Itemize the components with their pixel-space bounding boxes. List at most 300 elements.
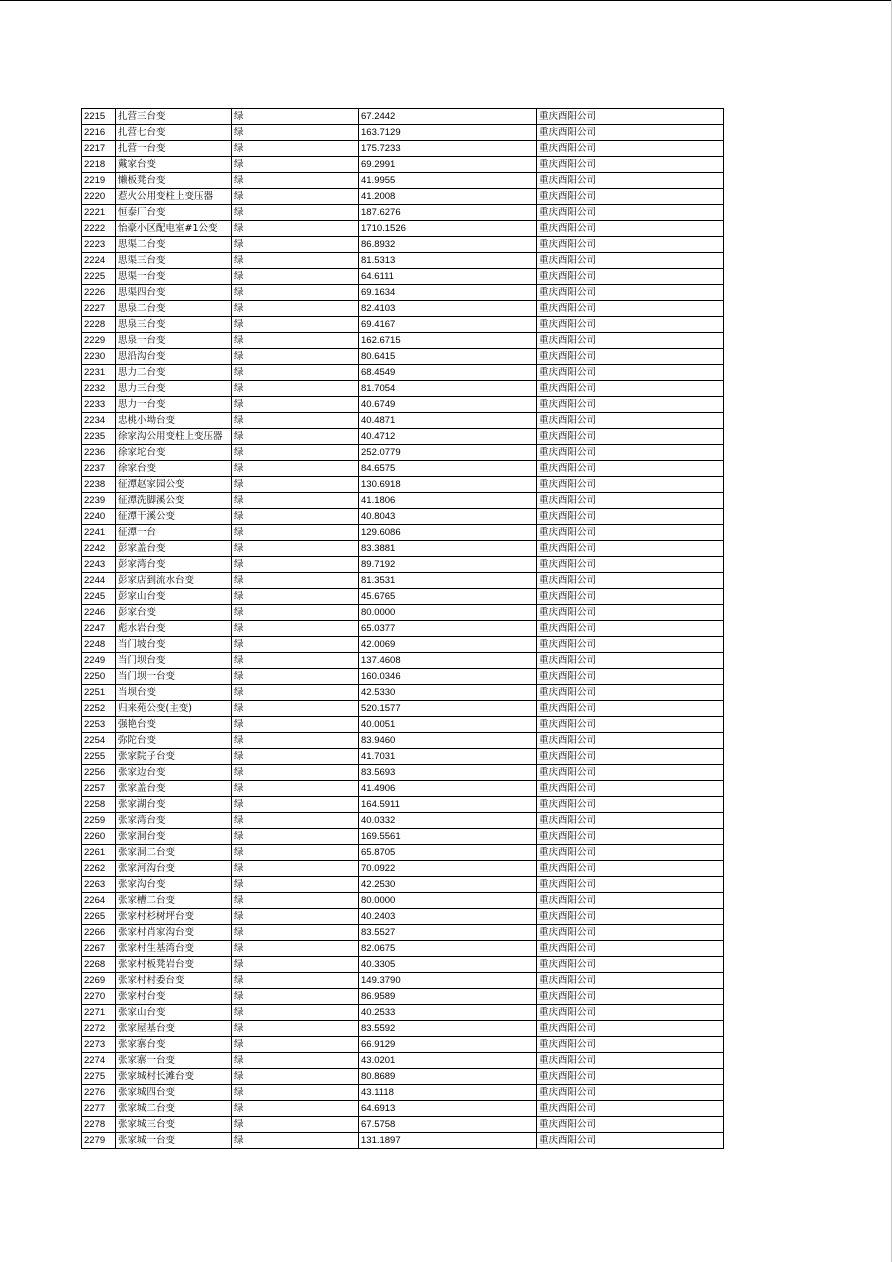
row-number-cell: 2267 bbox=[82, 941, 116, 957]
status-color-cell: 绿 bbox=[232, 1101, 359, 1117]
value-cell: 163.7129 bbox=[359, 125, 537, 141]
status-color-cell: 绿 bbox=[232, 509, 359, 525]
status-color-cell: 绿 bbox=[232, 989, 359, 1005]
company-cell: 重庆酉阳公司 bbox=[537, 285, 724, 301]
table-row bbox=[82, 141, 724, 157]
transformer-name-cell: 恒泰厂台变 bbox=[116, 205, 232, 221]
transformer-name-cell: 当门坡台变 bbox=[116, 637, 232, 653]
value-cell: 130.6918 bbox=[359, 477, 537, 493]
row-number-cell: 2255 bbox=[82, 749, 116, 765]
transformer-name-cell: 张家村台变 bbox=[116, 989, 232, 1005]
company-cell: 重庆酉阳公司 bbox=[537, 125, 724, 141]
row-number-cell: 2235 bbox=[82, 429, 116, 445]
row-number-cell: 2236 bbox=[82, 445, 116, 461]
company-cell: 重庆酉阳公司 bbox=[537, 957, 724, 973]
company-cell: 重庆酉阳公司 bbox=[537, 237, 724, 253]
value-cell: 80.8689 bbox=[359, 1069, 537, 1085]
row-number-cell: 2252 bbox=[82, 701, 116, 717]
table-row bbox=[82, 861, 724, 877]
transformer-name-cell: 徐家沟公用变柱上变压器 bbox=[116, 429, 232, 445]
table-row bbox=[82, 909, 724, 925]
company-cell: 重庆酉阳公司 bbox=[537, 989, 724, 1005]
transformer-name-cell: 扎营一台变 bbox=[116, 141, 232, 157]
status-color-cell: 绿 bbox=[232, 637, 359, 653]
company-cell: 重庆酉阳公司 bbox=[537, 925, 724, 941]
transformer-name-cell: 张家屋基台变 bbox=[116, 1021, 232, 1037]
value-cell: 84.6575 bbox=[359, 461, 537, 477]
value-cell: 43.0201 bbox=[359, 1053, 537, 1069]
company-cell: 重庆酉阳公司 bbox=[537, 941, 724, 957]
company-cell: 重庆酉阳公司 bbox=[537, 781, 724, 797]
table-row bbox=[82, 653, 724, 669]
table-row bbox=[82, 1069, 724, 1085]
value-cell: 68.4549 bbox=[359, 365, 537, 381]
row-number-cell: 2261 bbox=[82, 845, 116, 861]
table-row bbox=[82, 765, 724, 781]
table-row bbox=[82, 621, 724, 637]
row-number-cell: 2239 bbox=[82, 493, 116, 509]
company-cell: 重庆酉阳公司 bbox=[537, 845, 724, 861]
table-row bbox=[82, 173, 724, 189]
table-row bbox=[82, 237, 724, 253]
company-cell: 重庆酉阳公司 bbox=[537, 397, 724, 413]
table-row bbox=[82, 1117, 724, 1133]
company-cell: 重庆酉阳公司 bbox=[537, 253, 724, 269]
table-row bbox=[82, 445, 724, 461]
value-cell: 40.6749 bbox=[359, 397, 537, 413]
transformer-name-cell: 张家寨台变 bbox=[116, 1037, 232, 1053]
company-cell: 重庆酉阳公司 bbox=[537, 893, 724, 909]
company-cell: 重庆酉阳公司 bbox=[537, 797, 724, 813]
status-color-cell: 绿 bbox=[232, 301, 359, 317]
company-cell: 重庆酉阳公司 bbox=[537, 765, 724, 781]
status-color-cell: 绿 bbox=[232, 205, 359, 221]
row-number-cell: 2260 bbox=[82, 829, 116, 845]
status-color-cell: 绿 bbox=[232, 285, 359, 301]
row-number-cell: 2230 bbox=[82, 349, 116, 365]
transformer-name-cell: 张家城村长滩台变 bbox=[116, 1069, 232, 1085]
company-cell: 重庆酉阳公司 bbox=[537, 557, 724, 573]
transformer-name-cell: 思渠一台变 bbox=[116, 269, 232, 285]
status-color-cell: 绿 bbox=[232, 429, 359, 445]
status-color-cell: 绿 bbox=[232, 717, 359, 733]
row-number-cell: 2220 bbox=[82, 189, 116, 205]
status-color-cell: 绿 bbox=[232, 557, 359, 573]
value-cell: 43.1118 bbox=[359, 1085, 537, 1101]
transformer-name-cell: 彭家盖台变 bbox=[116, 541, 232, 557]
value-cell: 40.2403 bbox=[359, 909, 537, 925]
value-cell: 40.3305 bbox=[359, 957, 537, 973]
row-number-cell: 2250 bbox=[82, 669, 116, 685]
table-row bbox=[82, 429, 724, 445]
transformer-name-cell: 彭家山台变 bbox=[116, 589, 232, 605]
status-color-cell: 绿 bbox=[232, 413, 359, 429]
status-color-cell: 绿 bbox=[232, 925, 359, 941]
row-number-cell: 2270 bbox=[82, 989, 116, 1005]
row-number-cell: 2233 bbox=[82, 397, 116, 413]
transformer-name-cell: 征潭干溪公变 bbox=[116, 509, 232, 525]
company-cell: 重庆酉阳公司 bbox=[537, 157, 724, 173]
row-number-cell: 2273 bbox=[82, 1037, 116, 1053]
row-number-cell: 2272 bbox=[82, 1021, 116, 1037]
table-row bbox=[82, 301, 724, 317]
value-cell: 82.0675 bbox=[359, 941, 537, 957]
row-number-cell: 2232 bbox=[82, 381, 116, 397]
status-color-cell: 绿 bbox=[232, 973, 359, 989]
transformer-name-cell: 张家村板凳岩台变 bbox=[116, 957, 232, 973]
row-number-cell: 2223 bbox=[82, 237, 116, 253]
value-cell: 131.1897 bbox=[359, 1133, 537, 1149]
row-number-cell: 2238 bbox=[82, 477, 116, 493]
value-cell: 80.6415 bbox=[359, 349, 537, 365]
status-color-cell: 绿 bbox=[232, 701, 359, 717]
transformer-name-cell: 思力一台变 bbox=[116, 397, 232, 413]
company-cell: 重庆酉阳公司 bbox=[537, 109, 724, 125]
status-color-cell: 绿 bbox=[232, 765, 359, 781]
status-color-cell: 绿 bbox=[232, 125, 359, 141]
value-cell: 169.5561 bbox=[359, 829, 537, 845]
table-row bbox=[82, 157, 724, 173]
row-number-cell: 2269 bbox=[82, 973, 116, 989]
value-cell: 82.4103 bbox=[359, 301, 537, 317]
table-row bbox=[82, 317, 724, 333]
value-cell: 162.6715 bbox=[359, 333, 537, 349]
transformer-name-cell: 征潭赵家园公变 bbox=[116, 477, 232, 493]
company-cell: 重庆酉阳公司 bbox=[537, 1021, 724, 1037]
status-color-cell: 绿 bbox=[232, 221, 359, 237]
value-cell: 45.6765 bbox=[359, 589, 537, 605]
status-color-cell: 绿 bbox=[232, 813, 359, 829]
row-number-cell: 2219 bbox=[82, 173, 116, 189]
transformer-name-cell: 张家城三台变 bbox=[116, 1117, 232, 1133]
table-body bbox=[82, 109, 724, 1149]
status-color-cell: 绿 bbox=[232, 253, 359, 269]
value-cell: 81.3531 bbox=[359, 573, 537, 589]
value-cell: 69.1634 bbox=[359, 285, 537, 301]
table-row bbox=[82, 493, 724, 509]
transformer-name-cell: 戴家台变 bbox=[116, 157, 232, 173]
status-color-cell: 绿 bbox=[232, 941, 359, 957]
value-cell: 41.4906 bbox=[359, 781, 537, 797]
transformer-name-cell: 张家村村委台变 bbox=[116, 973, 232, 989]
table-row bbox=[82, 381, 724, 397]
company-cell: 重庆酉阳公司 bbox=[537, 973, 724, 989]
transformer-name-cell: 张家山台变 bbox=[116, 1005, 232, 1021]
value-cell: 81.7054 bbox=[359, 381, 537, 397]
status-color-cell: 绿 bbox=[232, 157, 359, 173]
row-number-cell: 2253 bbox=[82, 717, 116, 733]
company-cell: 重庆酉阳公司 bbox=[537, 381, 724, 397]
table-row bbox=[82, 541, 724, 557]
company-cell: 重庆酉阳公司 bbox=[537, 205, 724, 221]
company-cell: 重庆酉阳公司 bbox=[537, 541, 724, 557]
row-number-cell: 2234 bbox=[82, 413, 116, 429]
company-cell: 重庆酉阳公司 bbox=[537, 141, 724, 157]
value-cell: 129.6086 bbox=[359, 525, 537, 541]
company-cell: 重庆酉阳公司 bbox=[537, 573, 724, 589]
status-color-cell: 绿 bbox=[232, 733, 359, 749]
table-row bbox=[82, 989, 724, 1005]
value-cell: 40.4712 bbox=[359, 429, 537, 445]
company-cell: 重庆酉阳公司 bbox=[537, 669, 724, 685]
value-cell: 83.5527 bbox=[359, 925, 537, 941]
company-cell: 重庆酉阳公司 bbox=[537, 525, 724, 541]
transformer-name-cell: 当门坝一台变 bbox=[116, 669, 232, 685]
transformer-name-cell: 张家院子台变 bbox=[116, 749, 232, 765]
transformer-name-cell: 思泉二台变 bbox=[116, 301, 232, 317]
transformer-name-cell: 思渠三台变 bbox=[116, 253, 232, 269]
table-row bbox=[82, 973, 724, 989]
value-cell: 80.0000 bbox=[359, 605, 537, 621]
table-row bbox=[82, 1021, 724, 1037]
company-cell: 重庆酉阳公司 bbox=[537, 1101, 724, 1117]
transformer-name-cell: 张家河沟台变 bbox=[116, 861, 232, 877]
row-number-cell: 2215 bbox=[82, 109, 116, 125]
row-number-cell: 2227 bbox=[82, 301, 116, 317]
row-number-cell: 2248 bbox=[82, 637, 116, 653]
row-number-cell: 2259 bbox=[82, 813, 116, 829]
company-cell: 重庆酉阳公司 bbox=[537, 429, 724, 445]
table-row bbox=[82, 253, 724, 269]
company-cell: 重庆酉阳公司 bbox=[537, 1133, 724, 1149]
table-row bbox=[82, 125, 724, 141]
row-number-cell: 2276 bbox=[82, 1085, 116, 1101]
table-row bbox=[82, 205, 724, 221]
table-row bbox=[82, 685, 724, 701]
row-number-cell: 2224 bbox=[82, 253, 116, 269]
company-cell: 重庆酉阳公司 bbox=[537, 749, 724, 765]
transformer-name-cell: 张家寨一台变 bbox=[116, 1053, 232, 1069]
transformer-name-cell: 思力二台变 bbox=[116, 365, 232, 381]
company-cell: 重庆酉阳公司 bbox=[537, 413, 724, 429]
row-number-cell: 2271 bbox=[82, 1005, 116, 1021]
row-number-cell: 2254 bbox=[82, 733, 116, 749]
company-cell: 重庆酉阳公司 bbox=[537, 461, 724, 477]
transformer-name-cell: 张家村生基湾台变 bbox=[116, 941, 232, 957]
value-cell: 40.8043 bbox=[359, 509, 537, 525]
row-number-cell: 2263 bbox=[82, 877, 116, 893]
status-color-cell: 绿 bbox=[232, 797, 359, 813]
company-cell: 重庆酉阳公司 bbox=[537, 445, 724, 461]
table-row bbox=[82, 797, 724, 813]
status-color-cell: 绿 bbox=[232, 669, 359, 685]
row-number-cell: 2217 bbox=[82, 141, 116, 157]
table-row bbox=[82, 781, 724, 797]
table-row bbox=[82, 365, 724, 381]
value-cell: 41.7031 bbox=[359, 749, 537, 765]
company-cell: 重庆酉阳公司 bbox=[537, 509, 724, 525]
row-number-cell: 2244 bbox=[82, 573, 116, 589]
value-cell: 69.2991 bbox=[359, 157, 537, 173]
value-cell: 252.0779 bbox=[359, 445, 537, 461]
row-number-cell: 2278 bbox=[82, 1117, 116, 1133]
transformer-name-cell: 思沿沟台变 bbox=[116, 349, 232, 365]
transformer-name-cell: 忠桃小坳台变 bbox=[116, 413, 232, 429]
status-color-cell: 绿 bbox=[232, 365, 359, 381]
row-number-cell: 2229 bbox=[82, 333, 116, 349]
transformer-name-cell: 惹火公用变柱上变压器 bbox=[116, 189, 232, 205]
company-cell: 重庆酉阳公司 bbox=[537, 477, 724, 493]
table-row bbox=[82, 557, 724, 573]
value-cell: 81.5313 bbox=[359, 253, 537, 269]
row-number-cell: 2237 bbox=[82, 461, 116, 477]
row-number-cell: 2265 bbox=[82, 909, 116, 925]
value-cell: 40.0051 bbox=[359, 717, 537, 733]
status-color-cell: 绿 bbox=[232, 269, 359, 285]
table-row bbox=[82, 845, 724, 861]
row-number-cell: 2249 bbox=[82, 653, 116, 669]
table-row bbox=[82, 109, 724, 125]
value-cell: 89.7192 bbox=[359, 557, 537, 573]
value-cell: 40.4871 bbox=[359, 413, 537, 429]
transformer-name-cell: 徐家台变 bbox=[116, 461, 232, 477]
transformer-name-cell: 彭家台变 bbox=[116, 605, 232, 621]
transformer-name-cell: 张家洞二台变 bbox=[116, 845, 232, 861]
value-cell: 41.2008 bbox=[359, 189, 537, 205]
status-color-cell: 绿 bbox=[232, 653, 359, 669]
row-number-cell: 2264 bbox=[82, 893, 116, 909]
company-cell: 重庆酉阳公司 bbox=[537, 653, 724, 669]
status-color-cell: 绿 bbox=[232, 109, 359, 125]
company-cell: 重庆酉阳公司 bbox=[537, 1005, 724, 1021]
company-cell: 重庆酉阳公司 bbox=[537, 349, 724, 365]
status-color-cell: 绿 bbox=[232, 893, 359, 909]
status-color-cell: 绿 bbox=[232, 877, 359, 893]
transformer-name-cell: 张家城一台变 bbox=[116, 1133, 232, 1149]
table-row bbox=[82, 1101, 724, 1117]
row-number-cell: 2231 bbox=[82, 365, 116, 381]
transformer-name-cell: 张家盖台变 bbox=[116, 781, 232, 797]
table-row bbox=[82, 221, 724, 237]
status-color-cell: 绿 bbox=[232, 781, 359, 797]
table-row bbox=[82, 269, 724, 285]
status-color-cell: 绿 bbox=[232, 349, 359, 365]
status-color-cell: 绿 bbox=[232, 605, 359, 621]
status-color-cell: 绿 bbox=[232, 573, 359, 589]
company-cell: 重庆酉阳公司 bbox=[537, 877, 724, 893]
company-cell: 重庆酉阳公司 bbox=[537, 269, 724, 285]
status-color-cell: 绿 bbox=[232, 237, 359, 253]
table-row bbox=[82, 349, 724, 365]
status-color-cell: 绿 bbox=[232, 1133, 359, 1149]
transformer-name-cell: 张家湾台变 bbox=[116, 813, 232, 829]
status-color-cell: 绿 bbox=[232, 333, 359, 349]
value-cell: 64.6913 bbox=[359, 1101, 537, 1117]
status-color-cell: 绿 bbox=[232, 845, 359, 861]
table-row bbox=[82, 461, 724, 477]
company-cell: 重庆酉阳公司 bbox=[537, 909, 724, 925]
row-number-cell: 2257 bbox=[82, 781, 116, 797]
transformer-name-cell: 扎营七台变 bbox=[116, 125, 232, 141]
value-cell: 40.2533 bbox=[359, 1005, 537, 1021]
company-cell: 重庆酉阳公司 bbox=[537, 365, 724, 381]
row-number-cell: 2279 bbox=[82, 1133, 116, 1149]
row-number-cell: 2222 bbox=[82, 221, 116, 237]
transformer-name-cell: 懒板凳台变 bbox=[116, 173, 232, 189]
table-row bbox=[82, 813, 724, 829]
row-number-cell: 2262 bbox=[82, 861, 116, 877]
row-number-cell: 2258 bbox=[82, 797, 116, 813]
transformer-name-cell: 当坝台变 bbox=[116, 685, 232, 701]
status-color-cell: 绿 bbox=[232, 957, 359, 973]
value-cell: 83.3881 bbox=[359, 541, 537, 557]
table-row bbox=[82, 957, 724, 973]
status-color-cell: 绿 bbox=[232, 1021, 359, 1037]
status-color-cell: 绿 bbox=[232, 189, 359, 205]
table-row bbox=[82, 925, 724, 941]
table-row bbox=[82, 941, 724, 957]
row-number-cell: 2221 bbox=[82, 205, 116, 221]
table-row bbox=[82, 1085, 724, 1101]
table-row bbox=[82, 413, 724, 429]
transformer-name-cell: 怡豪小区配电室#1公变 bbox=[116, 221, 232, 237]
value-cell: 137.4608 bbox=[359, 653, 537, 669]
company-cell: 重庆酉阳公司 bbox=[537, 317, 724, 333]
row-number-cell: 2275 bbox=[82, 1069, 116, 1085]
transformer-name-cell: 张家湖台变 bbox=[116, 797, 232, 813]
row-number-cell: 2226 bbox=[82, 285, 116, 301]
company-cell: 重庆酉阳公司 bbox=[537, 685, 724, 701]
transformer-name-cell: 思泉三台变 bbox=[116, 317, 232, 333]
table-row bbox=[82, 637, 724, 653]
transformer-name-cell: 思渠二台变 bbox=[116, 237, 232, 253]
row-number-cell: 2241 bbox=[82, 525, 116, 541]
transformer-name-cell: 思力三台变 bbox=[116, 381, 232, 397]
status-color-cell: 绿 bbox=[232, 397, 359, 413]
company-cell: 重庆酉阳公司 bbox=[537, 701, 724, 717]
transformer-name-cell: 张家边台变 bbox=[116, 765, 232, 781]
value-cell: 40.0332 bbox=[359, 813, 537, 829]
status-color-cell: 绿 bbox=[232, 589, 359, 605]
row-number-cell: 2246 bbox=[82, 605, 116, 621]
table-row bbox=[82, 333, 724, 349]
transformer-name-cell: 思渠四台变 bbox=[116, 285, 232, 301]
status-color-cell: 绿 bbox=[232, 477, 359, 493]
transformer-name-cell: 张家沟台变 bbox=[116, 877, 232, 893]
row-number-cell: 2243 bbox=[82, 557, 116, 573]
value-cell: 86.8932 bbox=[359, 237, 537, 253]
company-cell: 重庆酉阳公司 bbox=[537, 717, 724, 733]
status-color-cell: 绿 bbox=[232, 525, 359, 541]
status-color-cell: 绿 bbox=[232, 621, 359, 637]
company-cell: 重庆酉阳公司 bbox=[537, 221, 724, 237]
table-row bbox=[82, 829, 724, 845]
company-cell: 重庆酉阳公司 bbox=[537, 1053, 724, 1069]
company-cell: 重庆酉阳公司 bbox=[537, 333, 724, 349]
value-cell: 64.6111 bbox=[359, 269, 537, 285]
value-cell: 66.9129 bbox=[359, 1037, 537, 1053]
value-cell: 41.9955 bbox=[359, 173, 537, 189]
transformer-name-cell: 扎营三台变 bbox=[116, 109, 232, 125]
status-color-cell: 绿 bbox=[232, 829, 359, 845]
row-number-cell: 2266 bbox=[82, 925, 116, 941]
transformer-name-cell: 张家槽二台变 bbox=[116, 893, 232, 909]
company-cell: 重庆酉阳公司 bbox=[537, 1069, 724, 1085]
company-cell: 重庆酉阳公司 bbox=[537, 813, 724, 829]
row-number-cell: 2245 bbox=[82, 589, 116, 605]
table-row bbox=[82, 701, 724, 717]
value-cell: 86.9589 bbox=[359, 989, 537, 1005]
value-cell: 42.0069 bbox=[359, 637, 537, 653]
status-color-cell: 绿 bbox=[232, 541, 359, 557]
value-cell: 67.5758 bbox=[359, 1117, 537, 1133]
table-row bbox=[82, 893, 724, 909]
company-cell: 重庆酉阳公司 bbox=[537, 1117, 724, 1133]
table-row bbox=[82, 1005, 724, 1021]
status-color-cell: 绿 bbox=[232, 749, 359, 765]
row-number-cell: 2218 bbox=[82, 157, 116, 173]
transformer-name-cell: 强艳台变 bbox=[116, 717, 232, 733]
